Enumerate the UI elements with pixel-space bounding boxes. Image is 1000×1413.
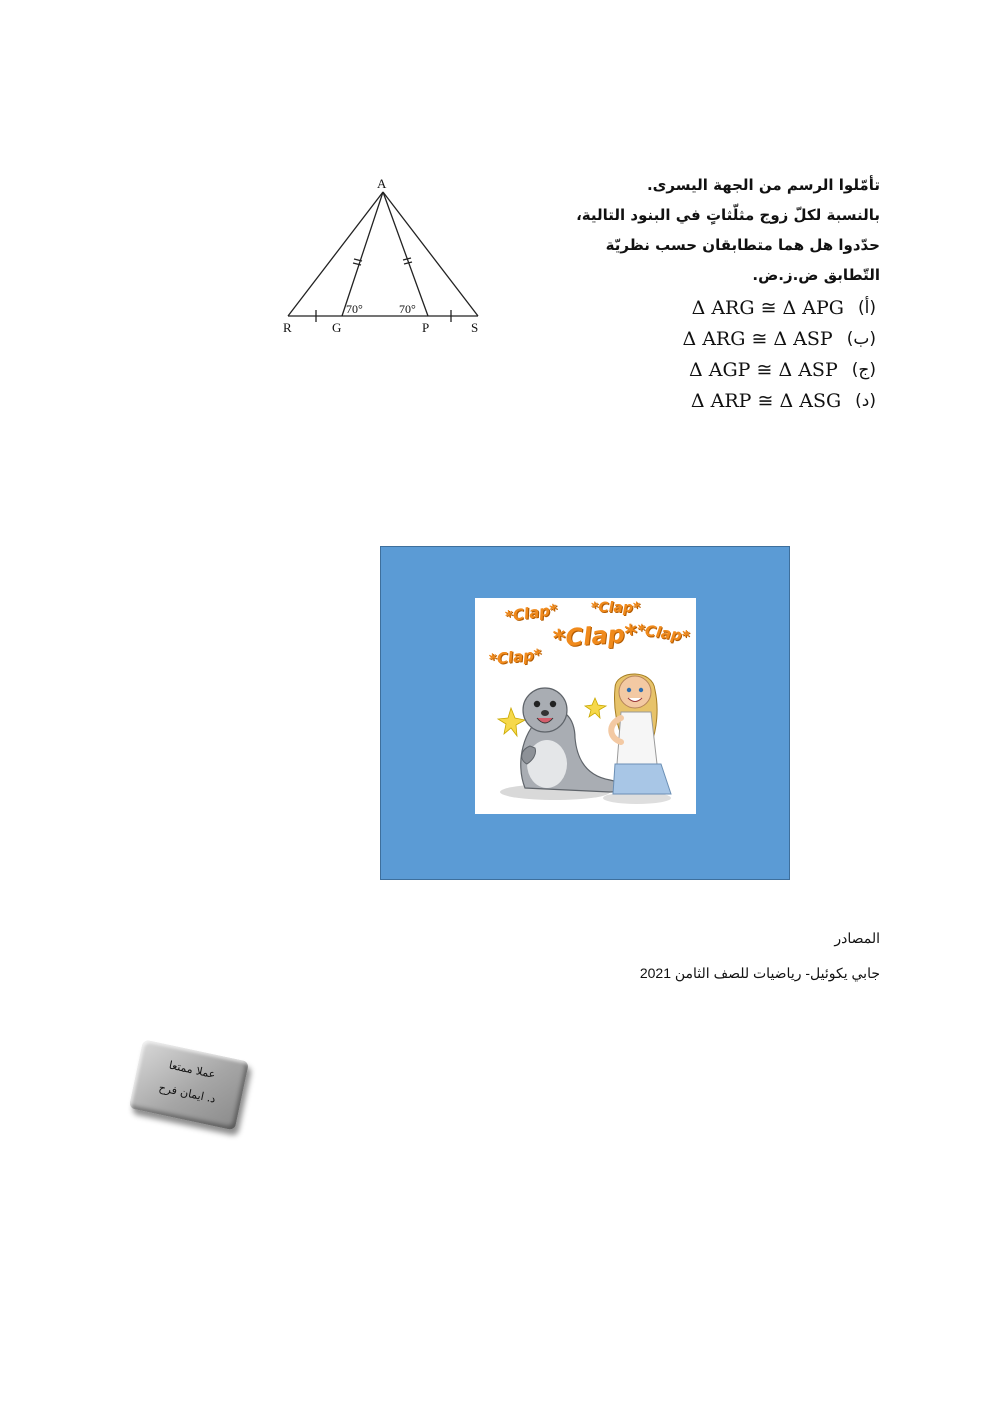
angle-g-label: 70° (346, 302, 363, 316)
clap-word: *Clap* (488, 645, 543, 669)
item-statement: Δ ARG ≅ Δ ASP (682, 328, 833, 350)
label-s: S (471, 320, 479, 335)
instructions (560, 170, 880, 290)
segment-ap (383, 192, 428, 316)
clap-word: *Clap* (504, 600, 559, 626)
seal-nose (541, 710, 549, 716)
item-letter: (د) (855, 391, 876, 411)
stamp-line-1: عملا ممتعا (167, 1058, 217, 1082)
seal-eye (534, 701, 540, 707)
girl-jeans (613, 764, 671, 794)
segment-ag (342, 192, 383, 316)
angle-p-label: 70° (399, 302, 416, 316)
seal-eye (550, 701, 556, 707)
segment-ar (288, 192, 383, 316)
girl-eye (627, 688, 631, 692)
segment-as (383, 192, 478, 316)
item-statement: Δ ARP ≅ Δ ASG (690, 390, 842, 412)
clap-word: *Clap* (552, 619, 639, 653)
item-c (689, 359, 876, 381)
girl-eye (639, 688, 643, 692)
instruction-line-2: بالنسبة لكلّ زوج مثلّثاتٍ في البنود التالية، (576, 206, 880, 224)
stamp (129, 1040, 249, 1131)
stamp-line-2: د. ايمان فرح (157, 1080, 217, 1106)
sources-title: المصادر (834, 930, 880, 946)
label-g: G (332, 320, 342, 335)
item-letter: (أ) (857, 298, 876, 318)
item-letter: (ب) (846, 329, 876, 349)
seal-and-girl-illustration (475, 668, 696, 814)
item-b (682, 328, 876, 350)
triangle-diagram (270, 170, 500, 340)
item-statement: Δ AGP ≅ Δ ASP (689, 359, 838, 381)
label-r: R (283, 320, 292, 335)
item-d (691, 390, 876, 412)
label-a: A (377, 176, 387, 191)
sources-reference: جابي يكوئيل- رياضيات للصف الثامن 2021 (639, 965, 880, 981)
instruction-line-1: تأمّلوا الرسم من الجهة اليسرى. (646, 176, 880, 194)
sparkle-icon (498, 708, 525, 736)
clap-word: *Clap* (591, 600, 641, 616)
instruction-line-4: التّطابق ض.ز.ض. (752, 266, 880, 284)
sparkle-icon (585, 698, 606, 718)
item-statement: Δ ARG ≅ Δ APG (691, 297, 844, 319)
clap-frame (380, 546, 790, 880)
clap-word: *Clap* (636, 620, 691, 646)
label-p: P (422, 320, 430, 335)
instruction-line-3: حدّدوا هل هما متطابقان حسب نظريّة (605, 236, 880, 254)
item-letter: (ج) (851, 360, 876, 380)
girl-face (619, 676, 651, 708)
clap-illustration (475, 598, 696, 814)
item-a (692, 297, 876, 319)
